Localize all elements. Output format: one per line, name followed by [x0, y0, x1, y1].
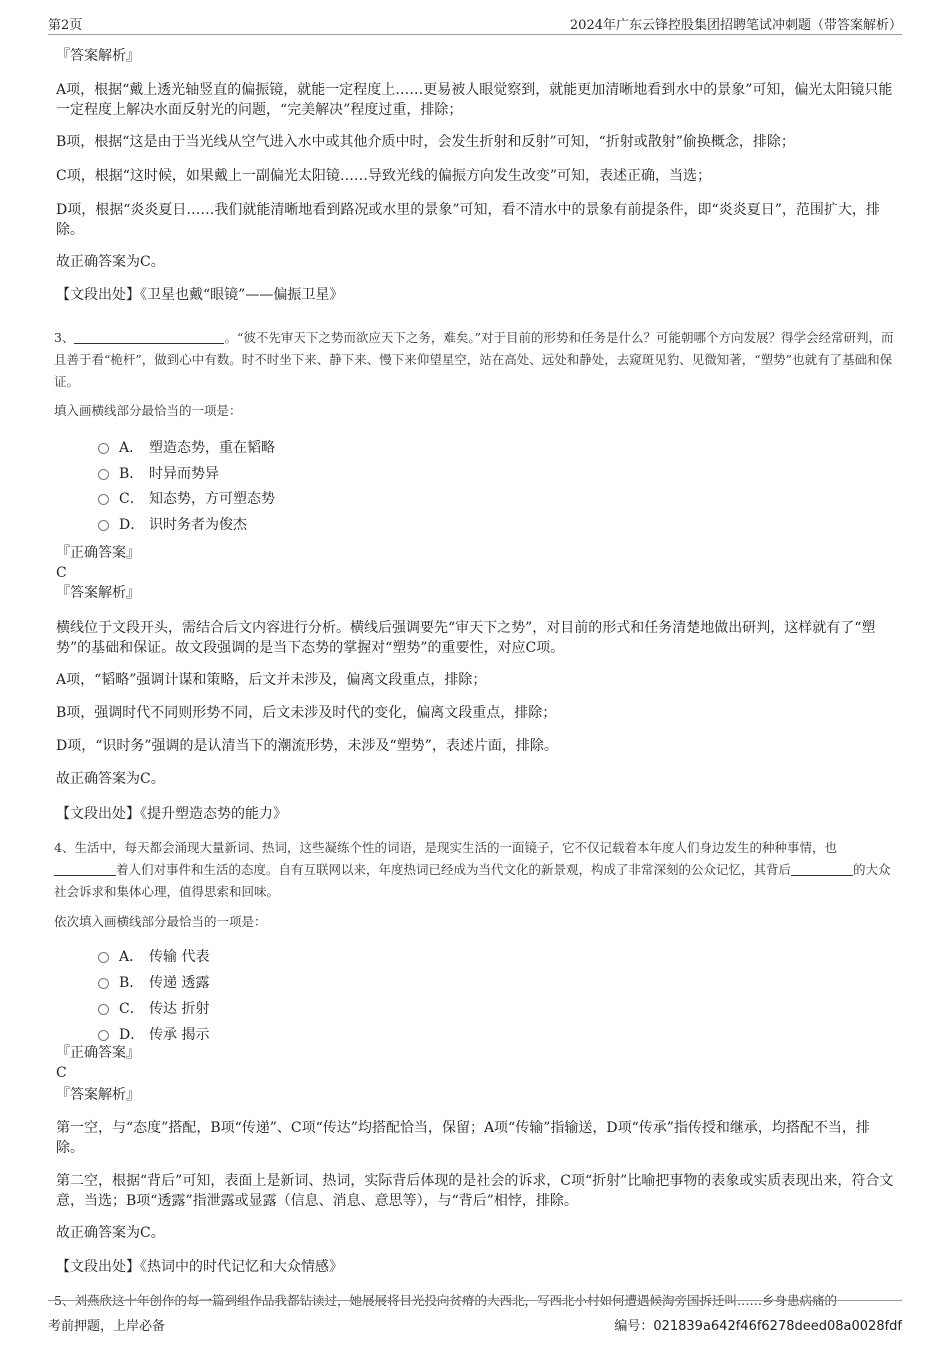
radio-icon[interactable] [98, 952, 109, 963]
q3-answer-label: 『正确答案』 [56, 545, 140, 561]
q4-option-d[interactable]: D． 传承 揭示 [98, 1025, 209, 1045]
q5-stem-partial: 5、刘燕欣这十年创作的每一篇到组作品我都钻读过，她展展将目光投向贫瘠的大西北，写西北小村如何遭遇候淘旁国拆迁叫……乡身患病痛的 [54, 1293, 837, 1308]
radio-icon[interactable] [98, 1004, 109, 1015]
q3-option-b[interactable]: B． 时异而势异 [98, 464, 219, 484]
q3-analysis-label: 『答案解析』 [56, 585, 140, 601]
page-footer [48, 1300, 902, 1337]
q4-option-b[interactable]: B． 传递 透露 [98, 973, 209, 993]
footer-slogan: 考前押题，上岸必备 [48, 1319, 166, 1334]
footer-doc-id: 编号：021839a642f46f6278deed08a0028fdf [614, 1319, 902, 1334]
q3-conclusion: 故正确答案为C。 [56, 771, 165, 787]
q4-prompt: 依次填入画横线部分最恰当的一项是： [54, 914, 267, 929]
radio-icon[interactable] [98, 494, 109, 505]
q4-answer: C [56, 1065, 67, 1081]
q4-blank-1 [54, 861, 116, 876]
page-number: 第2页 [48, 18, 83, 33]
radio-icon[interactable] [98, 978, 109, 989]
q3-stem-text: 。“彼不先审天下之势而欲应天下之务，难矣。”对于目前的形势和任务是什么？可能朝哪个方向发展？得学会经常研判，而且善于看“桅杆”，做到心中有数。时不时坐下来、静下来、慢下来仰望星空，站在高处、远处和静处，去窥斑见豹、见微知著，“塑势”也就有了基础和保证。 [54, 330, 894, 389]
q3-option-c[interactable]: C． 知态势，方可塑态势 [98, 489, 275, 509]
page-content [48, 40, 902, 1308]
q4-answer-label: 『正确答案』 [56, 1045, 140, 1061]
q3-source: 【文段出处】《提升塑造态势的能力》 [56, 806, 287, 822]
q2-source: 【文段出处】《卫星也戴“眼镜”——偏振卫星》 [56, 287, 344, 303]
q4-analysis-p2: 第二空，根据“背后”可知，表面上是新词、热词，实际背后体现的是社会的诉求，C项“折射”比喻把事物的表象或实质表现出来，符合文意，当选；B项“透露”指泄露或显露（信息、消息、意思等），与“背后”相悖，排除。 [56, 1173, 894, 1209]
q3-prompt: 填入画横线部分最恰当的一项是： [54, 403, 242, 418]
q4-source: 【文段出处】《热词中的时代记忆和大众情感》 [56, 1259, 343, 1275]
q3-number: 3、 [54, 330, 75, 345]
document-title: 2024年广东云锋控股集团招聘笔试冲刺题（带答案解析） [569, 18, 902, 33]
q3-analysis-a: A项，“韬略”强调计谋和策略，后文并未涉及，偏离文段重点，排除； [56, 672, 487, 688]
q3-option-d[interactable]: D． 识时务者为俊杰 [98, 515, 247, 535]
radio-icon[interactable] [98, 443, 109, 454]
radio-icon[interactable] [98, 469, 109, 480]
q2-analysis-label: 『答案解析』 [56, 48, 140, 64]
page-header [48, 12, 902, 35]
q2-analysis-a: A项，根据“戴上透光轴竖直的偏振镜，就能一定程度上……更易被人眼觉察到，就能更加清晰地看到水中的景象”可知，偏光太阳镜只能一定程度上解决水面反射光的问题，“完美解决”程度过重，排除； [56, 82, 893, 118]
q3-analysis-main: 横线位于文段开头，需结合后文内容进行分析。横线后强调要先“审天下之势”，对目前的形式和任务清楚地做出研判，这样就有了“塑势”的基础和保证。故文段强调的是当下态势的掌握对“塑势”的重要性，对应C项。 [56, 620, 876, 656]
q4-number: 4、 [54, 840, 75, 855]
q4-option-a[interactable]: A． 传输 代表 [98, 947, 209, 967]
q2-analysis-b: B项，根据“这是由于当光线从空气进入水中或其他介质中时，会发生折射和反射”可知，“折射或散射”偷换概念，排除； [56, 134, 795, 150]
q4-option-c[interactable]: C． 传达 折射 [98, 999, 209, 1019]
q3-answer: C [56, 565, 67, 581]
q3-blank [74, 329, 224, 344]
q2-analysis-c: C项，根据“这时候，如果戴上一副偏光太阳镜……导致光线的偏振方向发生改变”可知，表述正确，当选； [56, 168, 712, 184]
q3-analysis-b: B项，强调时代不同则形势不同，后文未涉及时代的变化，偏离文段重点，排除； [56, 705, 557, 721]
q4-stem: 4、生活中，每天都会涌现大量新词、热词，这些凝练个性的词语，是现实生活的一面镜子，它不仅记载着本年度人们身边发生的种种事情，也着人们对事件和生活的态度。自有互联网以来，年度热词已经成为当代文化的新景观，构成了非常深刻的公众记忆，其背后 的大众社会诉求和集体心理，值得思索和回味。 [54, 840, 891, 899]
radio-icon[interactable] [98, 1030, 109, 1041]
q4-analysis-label: 『答案解析』 [56, 1087, 140, 1103]
q3-option-a[interactable]: A． 塑造态势，重在韬略 [98, 438, 275, 458]
q3-stem [54, 327, 896, 393]
q2-conclusion: 故正确答案为C。 [56, 254, 165, 270]
q4-blank-2 [791, 861, 853, 876]
q2-analysis-d: D项，根据“炎炎夏日……我们就能清晰地看到路况或水里的景象”可知，看不清水中的景象有前提条件，即“炎炎夏日”，范围扩大，排除。 [56, 202, 880, 238]
q4-conclusion: 故正确答案为C。 [56, 1225, 165, 1241]
radio-icon[interactable] [98, 520, 109, 531]
q3-analysis-d: D项，“识时务”强调的是认清当下的潮流形势，未涉及“塑势”，表述片面，排除。 [56, 738, 558, 754]
q4-analysis-p1: 第一空，与“态度”搭配，B项“传递”、C项“传达”均搭配恰当，保留；A项“传输”指输送，D项“传承”指传授和继承，均搭配不当，排除。 [56, 1120, 870, 1156]
